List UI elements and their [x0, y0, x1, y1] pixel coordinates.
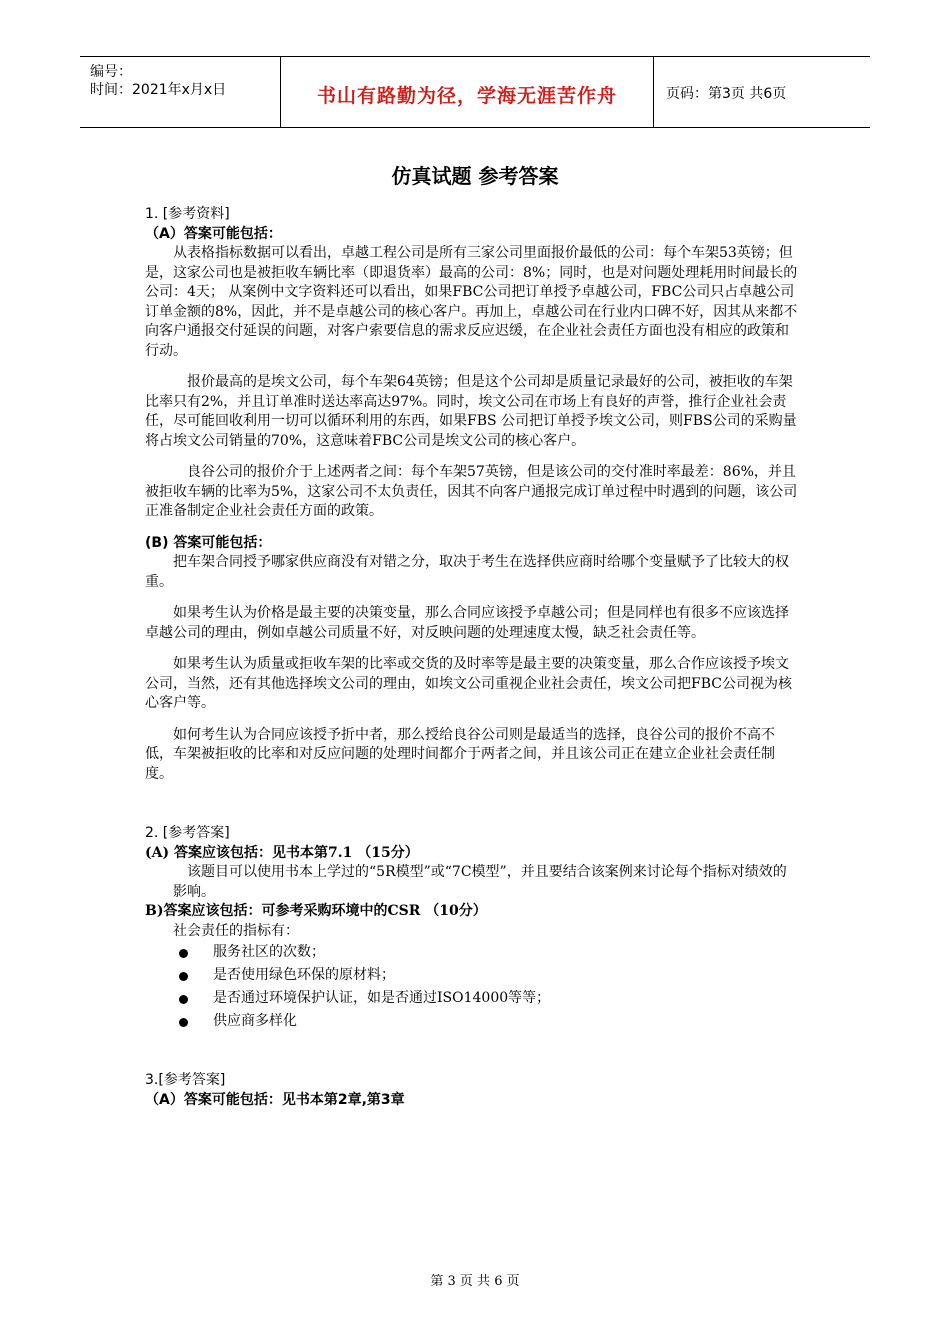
section-3a-heading: （A）答案可能包括：见书本第2章,第3章	[145, 1091, 405, 1108]
csr-indicator-list	[145, 941, 800, 1033]
list-item-text: 供应商多样化	[213, 1013, 297, 1029]
list-item-text: 服务社区的次数；	[213, 944, 325, 960]
document-body	[145, 205, 800, 1110]
header-left-cell	[80, 57, 281, 127]
section-1b-heading: (B) 答案可能包括：	[145, 534, 272, 551]
list-item-text: 是否通过环境保护认证，如是否通过ISO14000等等；	[213, 990, 551, 1006]
doc-number-label: 编号：	[90, 64, 132, 80]
bullet-icon	[179, 949, 188, 958]
list-item	[173, 1010, 800, 1033]
section-1a-heading: （A）答案可能包括：	[145, 225, 282, 242]
section-1a-paragraph: 报价最高的是埃文公司，每个车架64英镑；但是这个公司却是质量记录最好的公司，被拒收的车架比率只有2%，并且订单准时送达率高达97%。同时，埃文公司在市场上有良好的声誉，推行企业社会责任，尽可能回收利用一切可以循环利用的东西，如果FBS 公司把订单授予埃文公司，则FBS公司的采购量将占埃文公司销量的70%，这意味着FBC公司是埃文公司的核心客户。	[145, 374, 797, 449]
section-3-heading: 3.[参考答案]	[145, 1072, 226, 1088]
section-1b-paragraph: 如何考生认为合同应该授予折中者，那么授给良谷公司则是最适当的选择，良谷公司的报价不高不低，车架被拒收的比率和对反应问题的处理时间都介于两者之间，并且该公司正在建立企业社会责任制度。	[145, 726, 775, 782]
list-item	[173, 987, 800, 1010]
page-header	[80, 56, 870, 128]
section-1a-paragraph: 从表格指标数据可以看出，卓越工程公司是所有三家公司里面报价最低的公司：每个车架53英镑；但是，这家公司也是被拒收车辆比率（即退货率）最高的公司：8%；同时，也是对问题处理耗用时间最长的公司：4天； 从案例中文字资料还可以看出，如果FBC公司把订单授予卓越公司，FBC公司只占卓越公司订单金额的8%，因此，并不是卓越公司的核心客户。再加上，卓越公司在行业内口碑不好，因其从来都不向客户通报交付延误的问题，对客户索要信息的需求反应迟缓，在企业社会责任方面也没有相应的政策和行动。	[145, 245, 798, 359]
bullet-icon	[179, 1018, 188, 1027]
bullet-icon	[179, 995, 188, 1004]
section-2a-heading: (A) 答案应该包括：见书本第7.1 （15分）	[145, 844, 419, 861]
list-item	[173, 941, 800, 964]
header-motto: 书山有路勤为径，学海无涯苦作舟	[316, 85, 617, 107]
section-1b-paragraph: 把车架合同授予哪家供应商没有对错之分，取决于考生在选择供应商时给哪个变量赋予了比较大的权重。	[145, 554, 789, 590]
page-footer: 第 3 页 共 6 页	[430, 1274, 520, 1289]
header-page-number: 页码：第3页 共6页	[666, 86, 787, 102]
section-2b-intro: 社会责任的指标有：	[173, 922, 299, 939]
section-1a-paragraph: 良谷公司的报价介于上述两者之间：每个车架57英镑，但是该公司的交付准时率最差：86%，并且被拒收车辆的比率为5%，这家公司不太负责任，因其不向客户通报完成订单过程中时遇到的问题，该公司正准备制定企业社会责任方面的政策。	[145, 464, 798, 519]
section-1b-paragraph: 如果考生认为价格是最主要的决策变量，那么合同应该授予卓越公司；但是同样也有很多不应该选择卓越公司的理由，例如卓越公司质量不好，对反映问题的处理速度太慢，缺乏社会责任等。	[145, 605, 789, 641]
list-item	[173, 964, 800, 987]
doc-time-label: 时间：2021年x月x日	[90, 82, 227, 98]
page-title: 仿真试题 参考答案	[391, 164, 559, 188]
header-right-cell	[654, 57, 870, 127]
bullet-icon	[179, 972, 188, 981]
section-2a-text: 该题目可以使用书本上学过的“5R模型”或“7C模型”，并且要结合该案例来讨论每个指标对绩效的影响。	[173, 864, 787, 900]
section-2-heading: 2. [参考答案]	[145, 825, 230, 841]
section-1-heading: 1. [参考资料]	[145, 206, 230, 222]
section-1b-paragraph: 如果考生认为质量或拒收车架的比率或交货的及时率等是最主要的决策变量，那么合作应该授予埃文公司，当然，还有其他选择埃文公司的理由，如埃文公司重视企业社会责任，埃文公司把FBC公司视为核心客户等。	[145, 656, 792, 711]
header-middle-cell	[281, 57, 654, 127]
section-2b-heading: B)答案应该包括：可参考采购环境中的CSR （10分）	[145, 903, 487, 919]
list-item-text: 是否使用绿色环保的原材料；	[213, 967, 395, 983]
